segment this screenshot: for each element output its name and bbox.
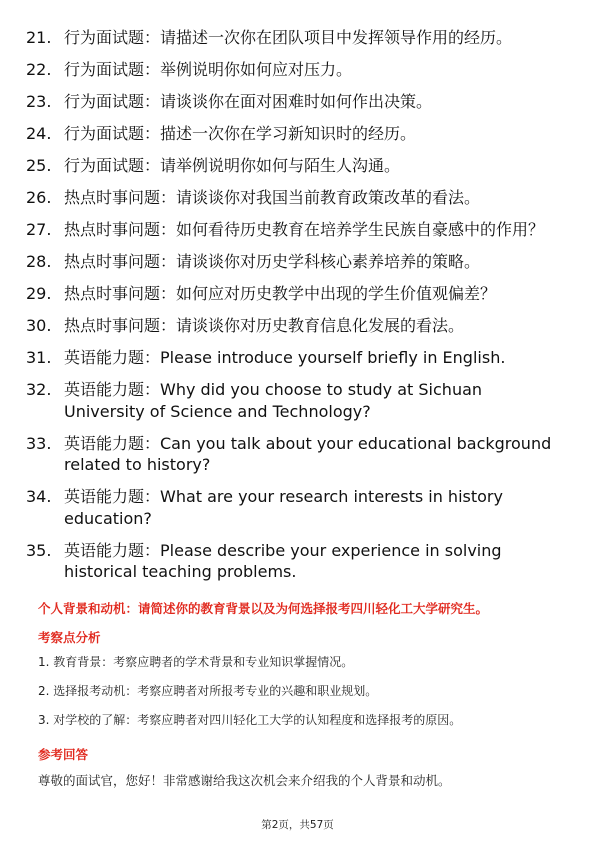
question-item <box>26 433 566 476</box>
question-item <box>26 187 566 209</box>
question-list <box>26 27 566 593</box>
question-item <box>26 155 566 177</box>
question-text: 热点时事问题：请谈谈你对历史学科核心素养培养的策略。 <box>64 252 481 271</box>
question-text: 行为面试题：描述一次你在学习新知识时的经历。 <box>64 124 417 143</box>
answer-text: 尊敬的面试官，您好！非常感谢给我这次机会来介绍我的个人背景和动机。 <box>38 773 451 788</box>
question-number: 28. <box>26 252 52 271</box>
analysis-heading: 考察点分析 <box>38 630 101 645</box>
question-item <box>26 347 566 369</box>
question-text: 英语能力题：Why did you choose to study at Sichuan University of Science and Technology? <box>64 380 483 421</box>
question-number: 35. <box>26 540 52 560</box>
question-number: 23. <box>26 92 52 111</box>
question-number: 22. <box>26 60 52 79</box>
question-item <box>26 540 566 583</box>
question-item <box>26 123 566 145</box>
question-item <box>26 219 566 241</box>
question-number: 21. <box>26 28 52 47</box>
question-item <box>26 27 566 49</box>
question-text: 行为面试题：请描述一次你在团队项目中发挥领导作用的经历。 <box>64 28 513 47</box>
question-text: 英语能力题：What are your research interests in history education? <box>64 487 503 528</box>
question-number: 33. <box>26 433 52 453</box>
question-text: 英语能力题：Can you talk about your educational background related to history? <box>64 433 552 474</box>
question-number: 34. <box>26 487 52 506</box>
question-text: 热点时事问题：如何看待历史教育在培养学生民族自豪感中的作用？ <box>64 220 545 239</box>
question-item <box>26 91 566 113</box>
question-number: 24. <box>26 124 52 143</box>
question-text: 热点时事问题：请谈谈你对我国当前教育政策改革的看法。 <box>64 188 481 207</box>
question-text: 行为面试题：请谈谈你在面对困难时如何作出决策。 <box>64 92 433 111</box>
question-item <box>26 486 566 529</box>
prompt-heading: 个人背景和动机：请简述你的教育背景以及为何选择报考四川轻化工大学研究生。 <box>38 601 489 616</box>
question-number: 32. <box>26 380 52 399</box>
question-number: 26. <box>26 188 52 207</box>
question-number: 30. <box>26 316 52 335</box>
question-text: 行为面试题：举例说明你如何应对压力。 <box>64 60 353 79</box>
question-item <box>26 283 566 305</box>
question-number: 29. <box>26 284 52 303</box>
analysis-list <box>38 654 568 741</box>
answer-heading: 参考回答 <box>38 747 89 762</box>
question-item <box>26 251 566 273</box>
analysis-item: 1. 教育背景：考察应聘者的学术背景和专业知识掌握情况。 <box>38 655 354 669</box>
page-footer: 第2页，共57页 <box>261 819 334 831</box>
question-text: 行为面试题：请举例说明你如何与陌生人沟通。 <box>64 156 401 175</box>
question-text: 热点时事问题：请谈谈你对历史教育信息化发展的看法。 <box>64 316 465 335</box>
question-text: 热点时事问题：如何应对历史教学中出现的学生价值观偏差？ <box>64 284 497 303</box>
question-number: 27. <box>26 220 52 239</box>
question-text: 英语能力题：Please introduce yourself briefly in English. <box>64 348 506 367</box>
question-text: 英语能力题：Please describe your experience in solving historical teaching problems. <box>64 540 502 581</box>
question-item <box>26 315 566 337</box>
question-item <box>26 379 566 422</box>
analysis-item: 3. 对学校的了解：考察应聘者对四川轻化工大学的认知程度和选择报考的原因。 <box>38 713 462 727</box>
question-number: 25. <box>26 156 52 175</box>
analysis-item: 2. 选择报考动机：考察应聘者对所报考专业的兴趣和职业规划。 <box>38 684 378 698</box>
question-item <box>26 59 566 81</box>
question-number: 31. <box>26 348 52 367</box>
